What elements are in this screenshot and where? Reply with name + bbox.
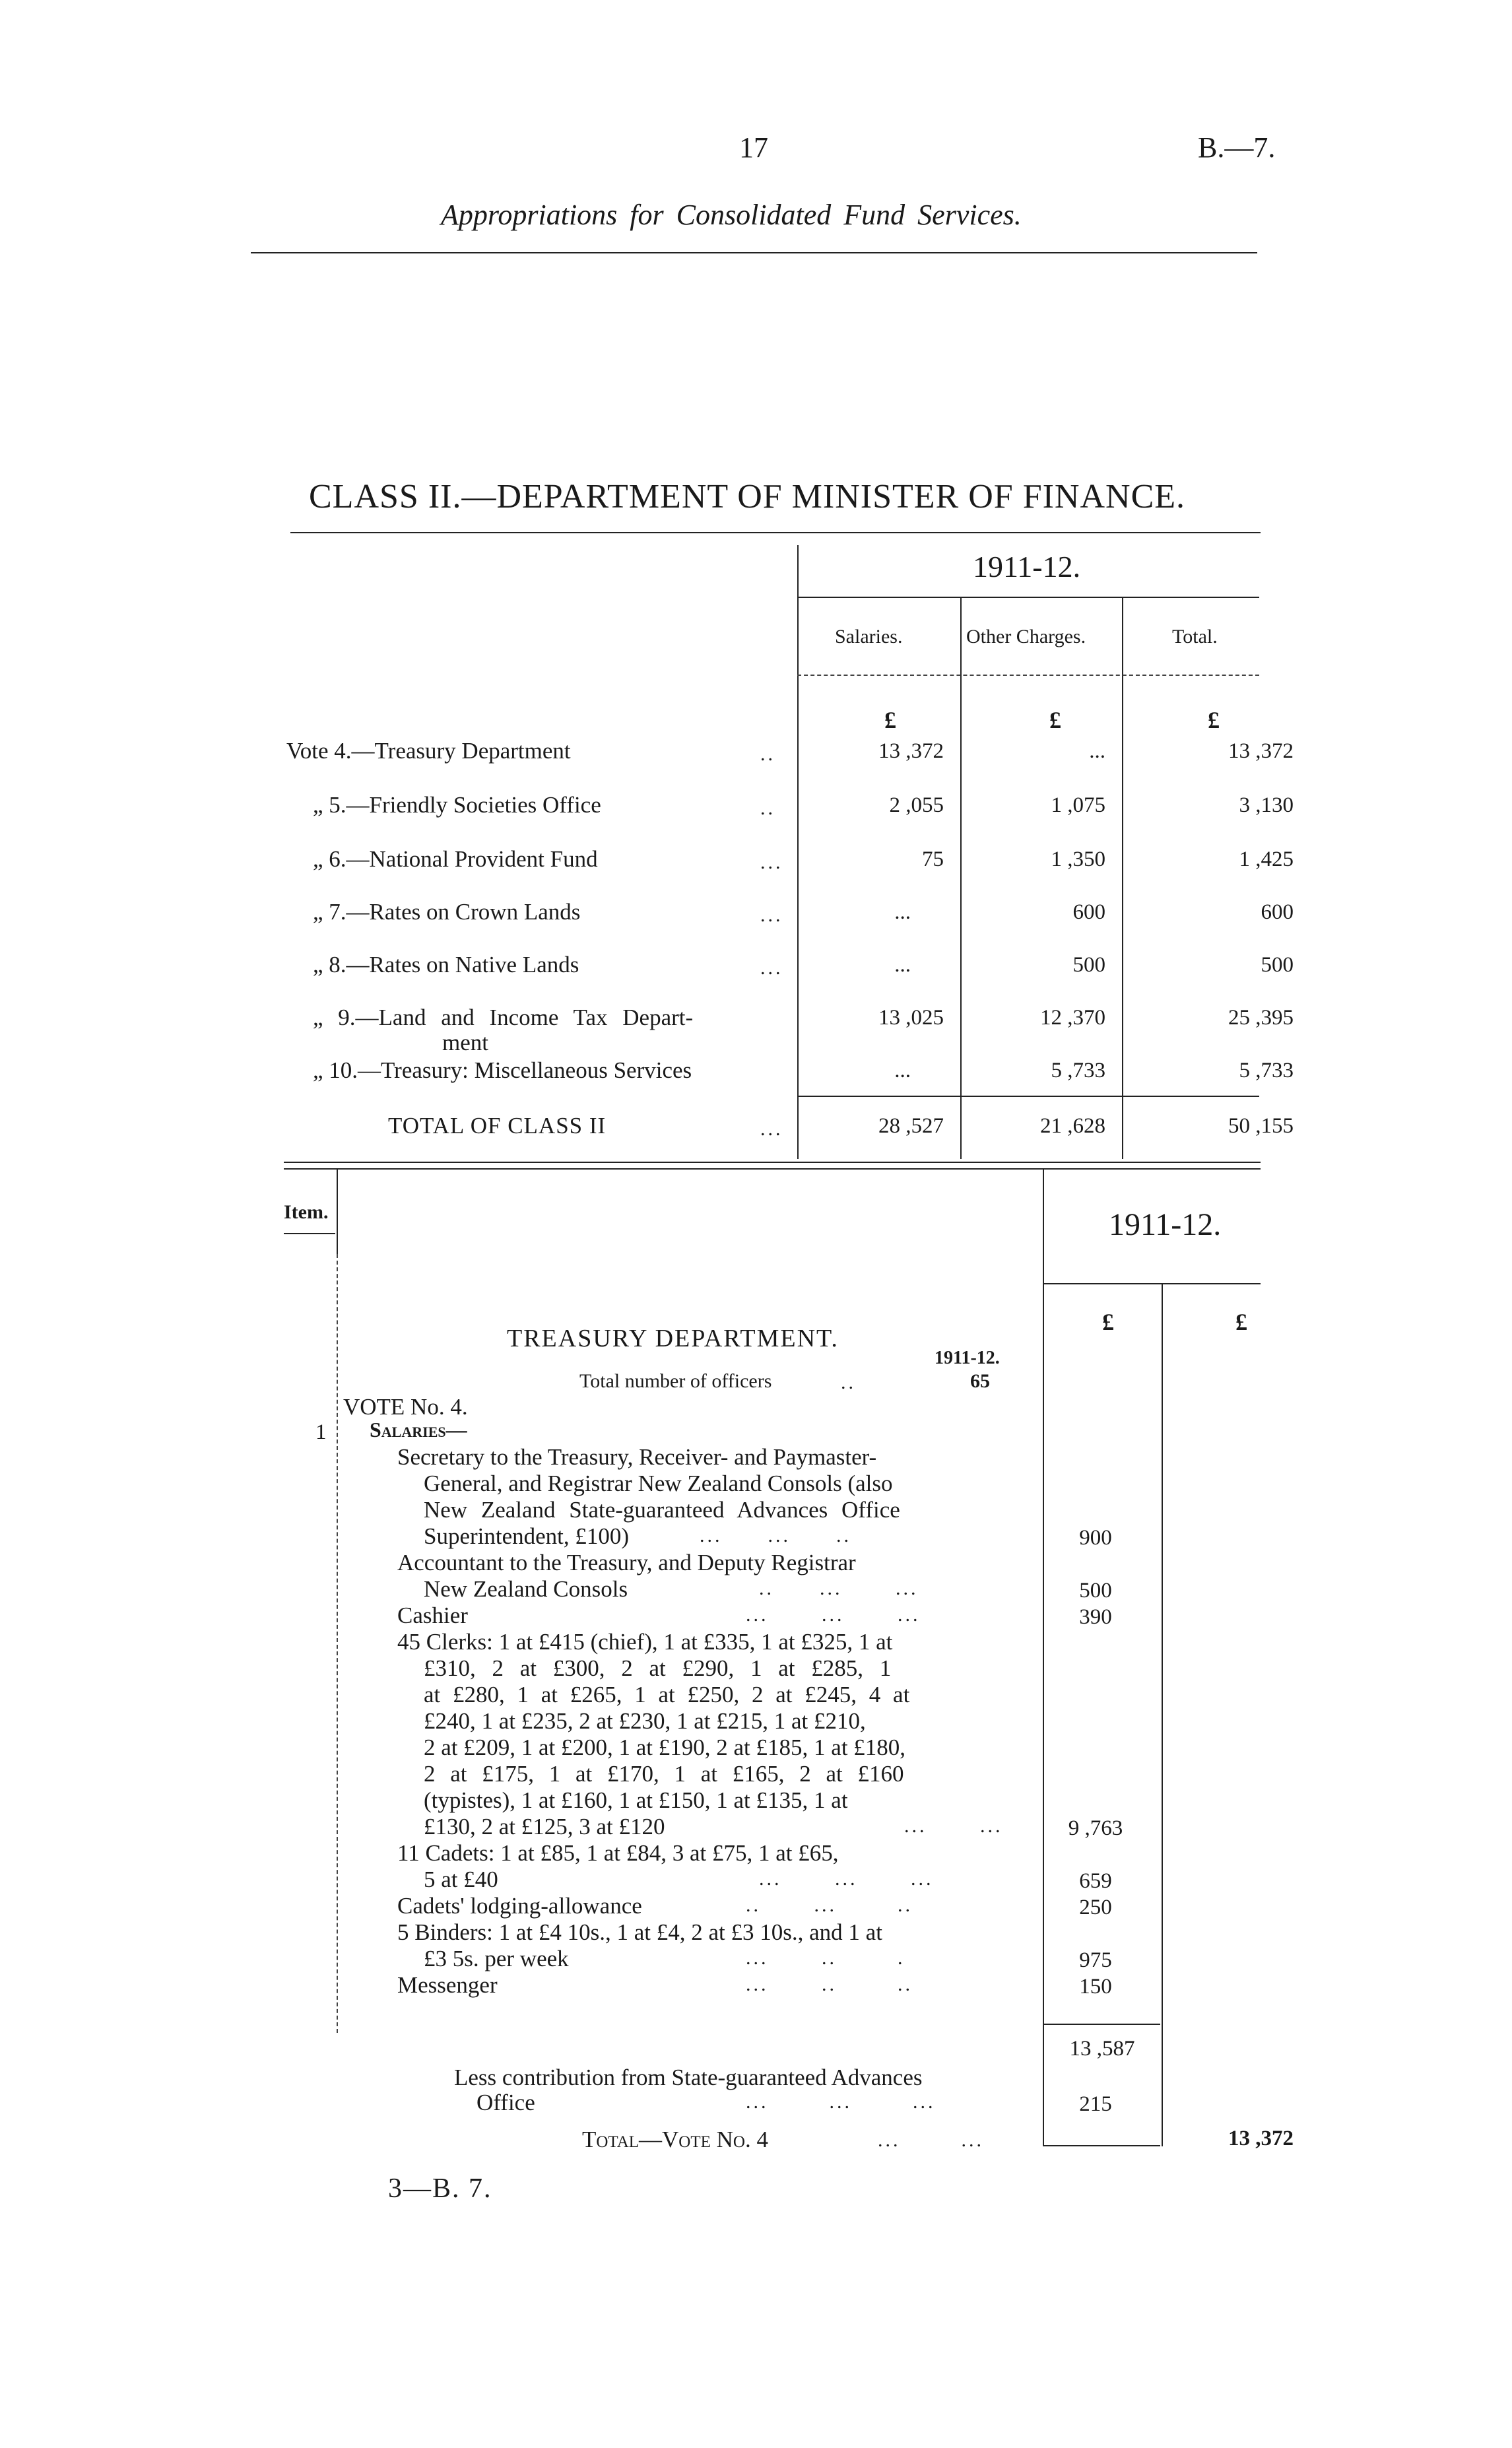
entry-amount: 659 [1079, 1869, 1112, 1893]
leader-dots: ... [760, 904, 783, 926]
leader-dots: ... .. .. [746, 1973, 913, 1995]
col-header-other-charges: Other Charges. [966, 626, 1086, 647]
entry-line: 45 Clerks: 1 at £415 (chief), 1 at £335, 1 at £325, 1 at [397, 1629, 893, 1655]
summary-other-value: 12 ,370 [1040, 1006, 1105, 1030]
entry-line: Messenger [397, 1972, 498, 1998]
subtotal-amount: 13 ,587 [1069, 2037, 1135, 2061]
header-rule [251, 252, 1257, 253]
summary-salaries-value: 75 [922, 847, 944, 871]
class-title-rule [290, 532, 1261, 533]
summary-grand-total: 50 ,155 [1228, 1114, 1294, 1138]
vote-heading: VOTE No. 4. [343, 1394, 468, 1420]
class-title: CLASS II.—DEPARTMENT OF MINISTER OF FINANCE. [309, 478, 1186, 515]
summary-row-label: „ 6.—National Provident Fund [313, 846, 598, 872]
officers-year: 1911-12. [935, 1348, 1000, 1368]
item-column-header: Item. [284, 1201, 329, 1223]
officers-label: Total number of officers [579, 1370, 772, 1392]
summary-total-value: 500 [1261, 953, 1294, 977]
leader-dots: ... [760, 851, 783, 873]
summary-row-label-continuation: ment [442, 1030, 488, 1055]
summary-row-label: „ 5.—Friendly Societies Office [313, 792, 601, 818]
entry-line: £130, 2 at £125, 3 at £120 [424, 1814, 665, 1839]
entry-line: New Zealand Consols [424, 1576, 628, 1602]
page-number: 17 [739, 131, 768, 164]
leader-dots: ... ... [878, 2129, 984, 2151]
summary-divider-left [797, 545, 799, 1159]
leader-dots: ... .. . [746, 1947, 905, 1969]
currency-symbol: £ [1049, 707, 1061, 733]
page-subtitle: Appropriations for Consolidated Fund Services. [441, 199, 1022, 231]
currency-symbol: £ [1102, 1309, 1114, 1335]
detail-amount-divider [1043, 1170, 1044, 2146]
department-title: TREASURY DEPARTMENT. [507, 1325, 839, 1352]
vote-total-rule [1044, 2145, 1160, 2146]
vote-total-amount: 13 ,372 [1228, 2127, 1294, 2150]
entry-line: at £280, 1 at £265, 1 at £250, 2 at £245, 4 at [424, 1682, 910, 1707]
summary-divider-salaries [960, 597, 962, 1159]
summary-total-value: 3 ,130 [1239, 793, 1294, 817]
summary-salaries-value: ... [894, 953, 911, 977]
summary-other-value: 600 [1072, 900, 1105, 924]
summary-salaries-value: 13 ,025 [878, 1006, 944, 1030]
leader-dots: .. [760, 797, 775, 819]
entry-line: 2 at £175, 1 at £170, 1 at £165, 2 at £160 [424, 1761, 904, 1787]
col-header-total: Total. [1172, 626, 1218, 647]
summary-total-value: 25 ,395 [1228, 1006, 1294, 1030]
detail-top-rule [284, 1162, 1261, 1163]
less-contribution-line: Office [477, 2090, 535, 2115]
entry-line: 5 Binders: 1 at £4 10s., 1 at £4, 2 at £3 10s., and 1 at [397, 1919, 882, 1945]
summary-row-label: Vote 4.—Treasury Department [286, 738, 571, 764]
leader-dots: .. ... ... [759, 1577, 919, 1599]
summary-salaries-value: 2 ,055 [889, 793, 944, 817]
detail-item-divider-dashed [337, 1254, 338, 2033]
entry-line: General, and Registrar New Zealand Consols (also [424, 1471, 893, 1496]
summary-total-value: 1 ,425 [1239, 847, 1294, 871]
entry-line: Secretary to the Treasury, Receiver- and Paymaster- [397, 1444, 877, 1470]
detail-item-divider [337, 1170, 338, 1255]
entry-line: £240, 1 at £235, 2 at £230, 1 at £215, 1 at £210, [424, 1708, 866, 1734]
entry-line: Cashier [397, 1603, 468, 1628]
less-contribution-amount: 215 [1079, 2092, 1112, 2116]
currency-symbol: £ [1235, 1309, 1247, 1335]
entry-amount: 9 ,763 [1068, 1816, 1123, 1840]
entry-amount: 150 [1079, 1975, 1112, 1999]
summary-row-label: „ 9.—Land and Income Tax Depart- [313, 1005, 694, 1030]
item-header-rule [284, 1233, 335, 1234]
currency-symbol: £ [884, 707, 896, 733]
summary-total-rule [797, 1096, 1259, 1097]
entry-line: £310, 2 at £300, 2 at £290, 1 at £285, 1 [424, 1655, 892, 1681]
entry-line: 5 at £40 [424, 1867, 498, 1892]
entry-line: New Zealand State-guaranteed Advances Office [424, 1497, 900, 1523]
summary-salaries-value: 13 ,372 [878, 739, 944, 763]
summary-other-value: 1 ,350 [1051, 847, 1105, 871]
summary-other-value: 500 [1072, 953, 1105, 977]
leader-dots: .. ... .. [746, 1894, 913, 1916]
detail-top-rule-double [284, 1168, 1261, 1170]
subtotal-rule [1044, 2024, 1160, 2025]
summary-salaries-value: ... [894, 900, 911, 924]
officers-count: 65 [970, 1370, 990, 1392]
entry-amount: 975 [1079, 1948, 1112, 1972]
summary-salaries-value: ... [894, 1059, 911, 1082]
entry-line: 2 at £209, 1 at £200, 1 at £190, 2 at £185, 1 at £180, [424, 1735, 906, 1760]
summary-total-value: 600 [1261, 900, 1294, 924]
summary-divider-other [1122, 597, 1123, 1159]
summary-row-label: „ 8.—Rates on Native Lands [313, 952, 579, 977]
currency-symbol: £ [1208, 707, 1220, 733]
detail-total-divider [1162, 1284, 1163, 2146]
leader-dots: ... ... ... [746, 2091, 936, 2113]
entry-amount: 900 [1079, 1526, 1112, 1550]
entry-amount: 390 [1079, 1605, 1112, 1629]
summary-row-label: „ 10.—Treasury: Miscellaneous Services [313, 1057, 692, 1083]
leader-dots: ... ... [904, 1815, 1003, 1837]
summary-total-salaries: 28 ,527 [878, 1114, 944, 1138]
item-number: 1 [315, 1420, 327, 1444]
entry-line: (typistes), 1 at £160, 1 at £150, 1 at £135, 1 at [424, 1787, 848, 1813]
leader-dots: ... ... .. [700, 1525, 851, 1546]
summary-total-label: TOTAL OF CLASS II [388, 1113, 607, 1139]
detail-year: 1911-12. [1109, 1207, 1222, 1242]
summary-year: 1911-12. [973, 550, 1081, 583]
document-reference: B.—7. [1198, 131, 1276, 164]
salaries-heading: Salaries— [370, 1418, 467, 1441]
leader-dots: .. [760, 743, 775, 765]
entry-line: 11 Cadets: 1 at £85, 1 at £84, 3 at £75, 1 at £65, [397, 1840, 839, 1866]
leader-dots: ... [760, 957, 783, 979]
entry-line: £3 5s. per week [424, 1946, 569, 1971]
summary-other-value: 5 ,733 [1051, 1059, 1105, 1082]
entry-line: Cadets' lodging-allowance [397, 1893, 642, 1919]
leader-dots: .. [841, 1372, 856, 1393]
leader-dots: ... [760, 1118, 783, 1140]
summary-other-value: 1 ,075 [1051, 793, 1105, 817]
summary-year-rule [797, 597, 1259, 598]
leader-dots: ... ... ... [746, 1604, 921, 1626]
col-header-salaries: Salaries. [835, 626, 903, 647]
summary-total-value: 5 ,733 [1239, 1059, 1294, 1082]
vote-total-label: Total—Vote No. 4 [582, 2127, 768, 2152]
entry-amount: 250 [1079, 1896, 1112, 1919]
entry-amount: 500 [1079, 1579, 1112, 1603]
summary-total-value: 13 ,372 [1228, 739, 1294, 763]
less-contribution-line: Less contribution from State-guaranteed Advances [454, 2065, 923, 2090]
entry-line: Superintendent, £100) [424, 1523, 630, 1549]
summary-other-value: ... [1089, 739, 1105, 763]
signature-mark: 3—B. 7. [388, 2173, 492, 2204]
summary-total-other: 21 ,628 [1040, 1114, 1105, 1138]
leader-dots: ... ... ... [759, 1868, 934, 1890]
summary-row-label: „ 7.—Rates on Crown Lands [313, 899, 581, 925]
entry-line: Accountant to the Treasury, and Deputy Registrar [397, 1550, 856, 1575]
detail-year-rule [1043, 1283, 1261, 1284]
summary-header-rule [797, 675, 1259, 676]
